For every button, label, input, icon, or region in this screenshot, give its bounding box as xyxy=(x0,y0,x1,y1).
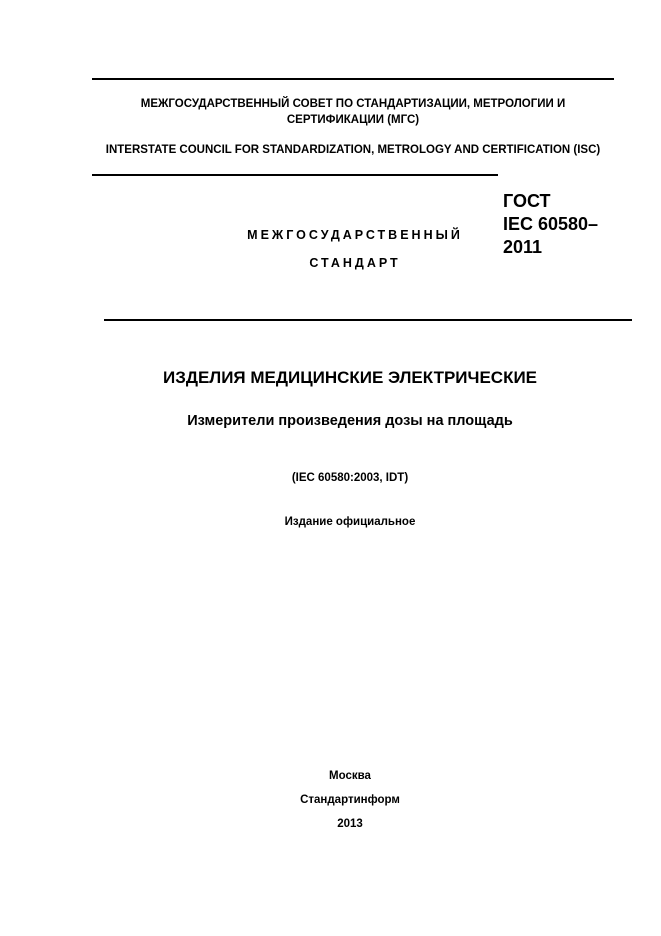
standard-type-line2: СТАНДАРТ xyxy=(309,256,401,270)
publisher-name: Стандартинформ xyxy=(300,794,400,806)
edition-label: Издание официальное xyxy=(284,516,416,528)
document-title: ИЗДЕЛИЯ МЕДИЦИНСКИЕ ЭЛЕКТРИЧЕСКИЕ xyxy=(162,368,538,387)
document-subtitle: Измерители произведения дозы на площадь xyxy=(187,413,513,429)
section-divider xyxy=(104,319,632,321)
publication-year: 2013 xyxy=(337,818,363,830)
standard-designation xyxy=(503,190,633,259)
header-divider xyxy=(92,174,498,176)
council-name-ru: МЕЖГОСУДАРСТВЕННЫЙ СОВЕТ ПО СТАНДАРТИЗАЦИИ, МЕТРОЛОГИИ И СЕРТИФИКАЦИИ (МГС) xyxy=(140,98,566,126)
standard-designation-line2: IEC 60580– xyxy=(503,214,599,234)
publication-city: Москва xyxy=(329,770,371,782)
council-name-en: INTERSTATE COUNCIL FOR STANDARDIZATION, METROLOGY AND CERTIFICATION (ISC) xyxy=(105,144,601,156)
standard-designation-line3: 2011 xyxy=(503,237,543,257)
standard-designation-line1: ГОСТ xyxy=(503,191,551,211)
standard-type-line1: МЕЖГОСУДАРСТВЕННЫЙ xyxy=(247,228,463,242)
top-rule xyxy=(92,78,614,80)
iec-reference: (IEC 60580:2003, IDT) xyxy=(291,472,409,484)
